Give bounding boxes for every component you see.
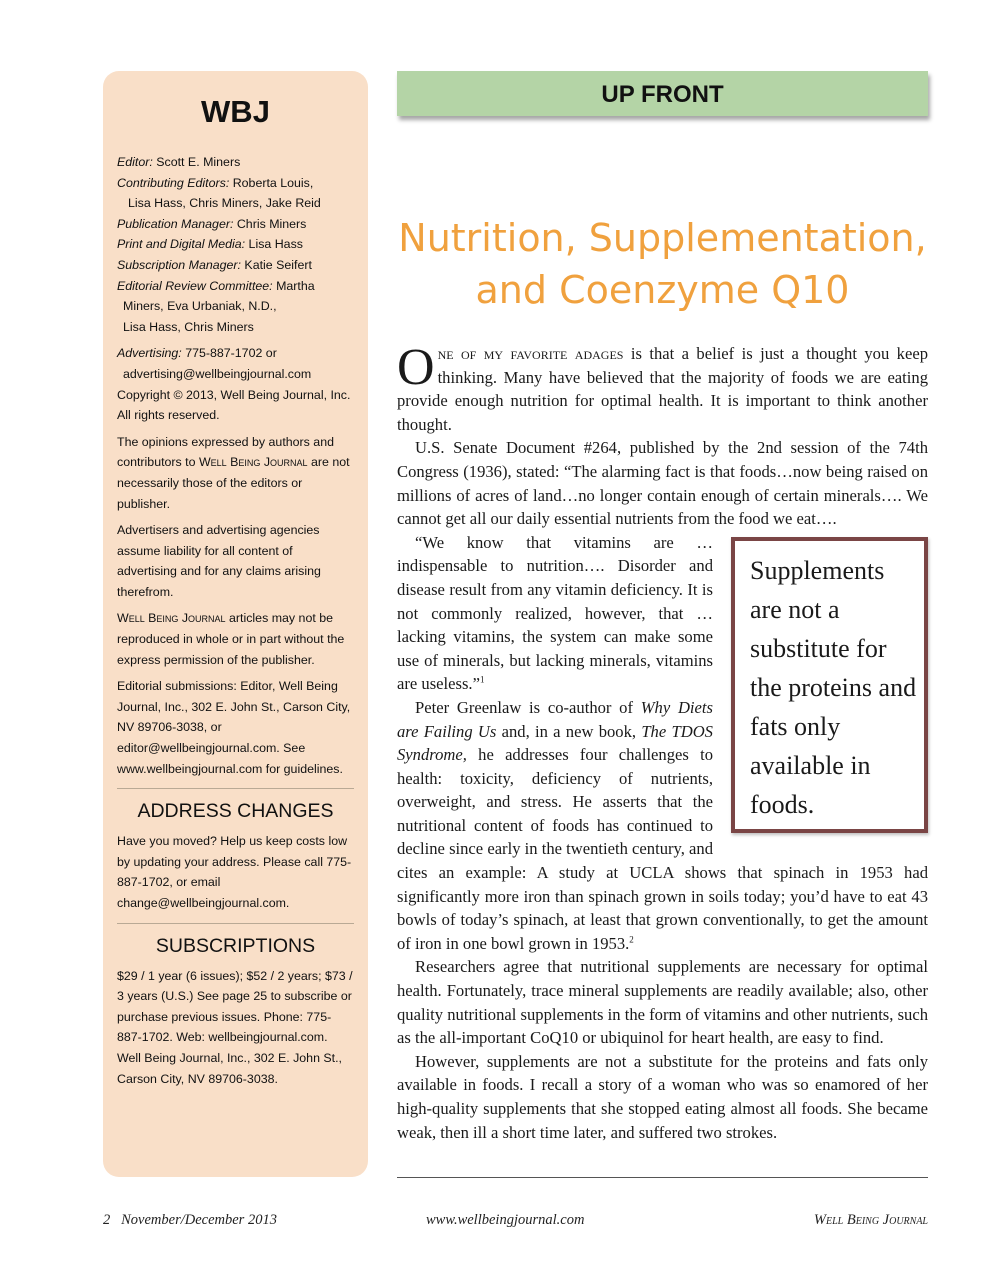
subscriptions-text: $29 / 1 year (6 issues); $52 / 2 years; $73 / 3 years (U.S.) See page 25 to subscribe or purchase previous issues. Phone: 775-887-1702. Web: wellbeingjournal.com. Well Being Journal, Inc., 302 E. John St., Carson City, NV 89706-3038. [117,968,353,1086]
paragraph: However, supplements are not a substitute for the proteins and fats only available in foods. I recall a story of a woman who was so enamored of her high-quality supplements that she stopped eating almost all foods. She became weak, then ill a short time later, and suffered two strokes. [397,1051,928,1142]
sidebar-title: WBJ [201,94,270,129]
opinions-disclaimer: The opinions expressed by authors and contributors to Well Being Journal are not necessarily those of the editors or publisher. [117,434,350,511]
sidebar-divider [117,788,354,789]
article-title: Nutrition, Supplementation, and Coenzyme Q10 [398,216,927,312]
credit-contributing: Contributing Editors: Roberta Louis, [117,175,314,190]
footnote-ref: 2 [629,934,634,945]
footer-website: www.wellbeingjournal.com [426,1212,585,1228]
paragraph: Peter Greenlaw is co-author of Why Diets are Failing Us and, in a new book, The TDOS Syndrome, he addresses four challenges to health: toxicity, deficiency of nutrients, overweight, and stress. He asserts that the nutritional content of foods has continued to decline since early in the twentieth century, and cites an example: A study at UCLA shows that spinach in 1953 had significantly more iron than spinach grown in soils today; you’d have to eat 43 bowls of today’s spinach, at least that grown conventionally, to get the amount of iron in one bowl grown in 1953.$^2$ [397,697,928,953]
advertising-line: Advertising: 775-887-1702 or [117,346,277,361]
credit-review: Editorial Review Committee: Martha [117,278,315,293]
copyright-notice: Copyright © 2013, Well Being Journal, Inc. All rights reserved. [117,387,351,423]
liability-disclaimer: Advertisers and advertising agencies assume liability for all content of advertising and for any claims arising therefrom. [117,523,321,599]
advertising-info [117,343,354,425]
paragraph: One of my favorite adages is that a belief is just a thought you keep thinking. Many have believed that the majority of foods we are eating provide enough nutrition for optimal health. It is important to think another thought. [397,339,928,434]
subscriptions-heading: SUBSCRIPTIONS [155,934,316,957]
address-changes-heading: ADDRESS CHANGES [137,800,334,823]
bottom-divider [397,1177,928,1178]
masthead-credits [117,152,354,337]
address-changes-text: Have you moved? Help us keep costs low by updating your address. Please call 775-887-1702, or email change@wellbeingjournal.com. [117,834,352,910]
drop-cap: O [397,339,435,396]
sidebar-divider [117,923,354,924]
paragraph: Researchers agree that nutritional supplements are necessary for optimal health. Fortunately, trace mineral supplements are readily available; also, other quality nutritional supplements in the form of vitamins and other nutrients, such as the all-important CoQ10 or ubiquinol for heart health, are easy to find. [397,957,928,1048]
credit-print-digital: Print and Digital Media: Lisa Hass [117,237,303,252]
footer-page-issue: 2 November/December 2013 [103,1212,277,1228]
credit-editor: Editor: Scott E. Miners [117,155,241,169]
paragraph: “We know that vitamins are … indispensable to nutrition…. Disorder and disease result from any vitamin deficiency. It is not commonly realized, however, that … lacking vitamins, the system can make some use of minerals, but lacking minerals, vitamins are useless.”$^1$ [397,532,713,694]
article-body [397,339,928,1144]
credit-review-cont2: Lisa Hass, Chris Miners [123,319,254,334]
advertising-email: advertising@wellbeingjournal.com [123,366,312,381]
book-title: The TDOS Syndrome, [397,721,713,765]
credit-review-cont1: Miners, Eva Urbaniak, N.D., [123,299,277,314]
footer-journal: Well Being Journal [813,1212,928,1228]
reproduction-notice: Well Being Journal articles may not be reproduced in whole or in part without the express permission of the publisher. [117,611,345,667]
footnote-ref: 1 [479,674,485,685]
section-banner: UP FRONT [397,71,928,116]
paragraph: U.S. Senate Document #264, published by the 2nd session of the 74th Congress (1936), stated: “The alarming fact is that foods…now being raised on millions of acres of land…no longer contain enough of certain minerals…. We cannot get all our daily essential nutrients from the food we eat…. [397,438,928,529]
book-title: Why Diets are Failing Us [397,697,713,741]
credit-subscription: Subscription Manager: Katie Seifert [117,257,312,272]
credit-publication: Publication Manager: Chris Miners [117,216,307,231]
masthead-sidebar [103,71,368,1177]
credit-contributing-cont: Lisa Hass, Chris Miners, Jake Reid [128,196,321,211]
pull-quote: Supplements are not a substitute for the proteins and fats only available in foods. [731,537,928,833]
submissions-info: Editorial submissions: Editor, Well Being Journal, Inc., 302 E. John St., Carson City, NV 89706-3038, or editor@wellbeingjournal.com. See www.wellbeingjournal.com for guidelines. [117,679,351,776]
